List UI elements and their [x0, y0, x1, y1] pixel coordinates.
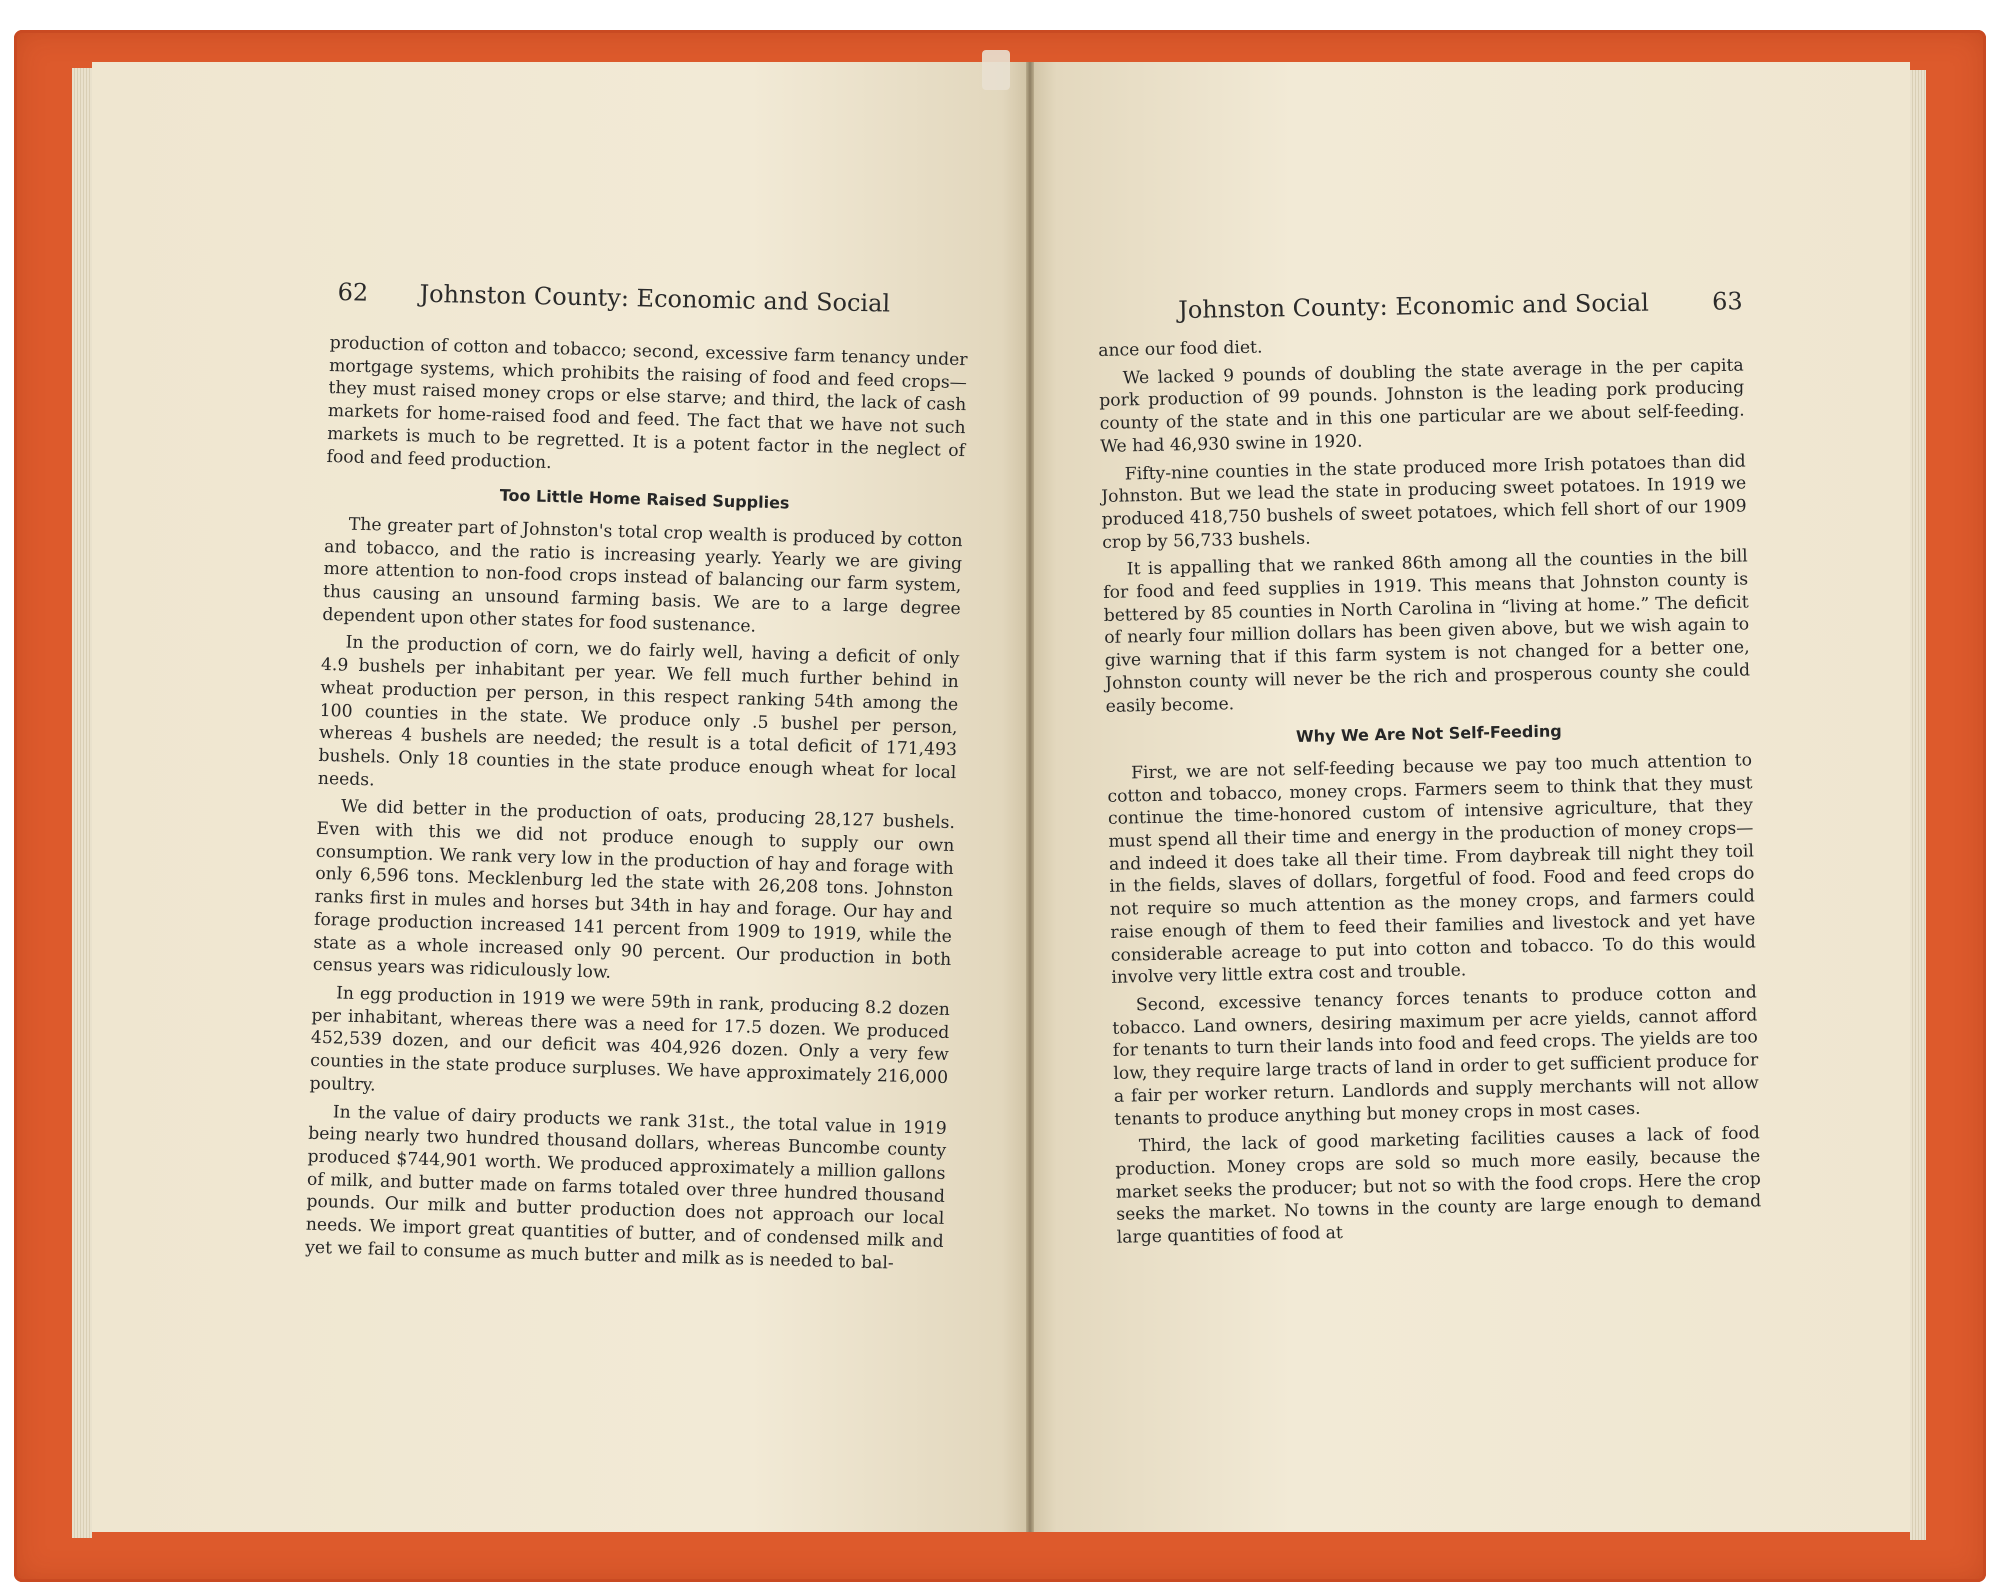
right-page-body — [1098, 326, 1762, 1254]
right-running-title: Johnston County: Economic and Social — [1178, 288, 1650, 324]
left-page-number: 62 — [337, 278, 369, 307]
right-page-edges — [1910, 70, 1926, 1540]
left-running-title: Johnston County: Economic and Social — [419, 279, 891, 318]
section-heading: Why We Are Not Self-Feeding — [1295, 721, 1562, 747]
paragraph: ance our food diet. — [1098, 337, 1263, 361]
paragraph: It is appalling that we ranked 86th among all the counties in the bill for food and feed supplies in 1919. This means that Johnston county is bettered by 85 counties in North Carolina in “living at home.” The deficit of nearly four million dollars has been given above, but we wish again to give warning that if this farm system is not changed for a better one, Johnston county will never be the rich and prosperous county she could easily become. — [1103, 546, 1751, 717]
left-page-edges — [72, 68, 92, 1538]
paragraph: In the production of corn, we do fairly well, having a deficit of only 4.9 bushels per inhabitant per year. We fell much further behind in wheat production per person, in this respect ranking 54th among the 100 counties in the state. We produce only .5 bushel per person, whereas 4 bushels are needed; the result is a total deficit of 171,493 bushels. Only 18 counties in the state produce enough wheat for local needs. — [317, 632, 960, 791]
paragraph: First, we are not self-feeding because we pay too much attention to cotton and tobacco, money crops. Farmers seem to think that they must continue the time-honored custom of intensive agriculture, that they must spend all their time and energy in the production of money crops—and indeed it does take all their time. From daybreak till night they toil in the fields, slaves of dollars, forgetful of food. Food and feed crops do not require so much attention as the money crops, and farmers could raise enough of them to feed their families and livestock and yet have considerable acreage to put into cotton and tobacco. To do this would involve very little extra cost and trouble. — [1107, 750, 1756, 989]
right-page-number: 63 — [1711, 287, 1743, 316]
paragraph: In the value of dairy products we rank 31st., the total value in 1919 being nearly two hundred thousand dollars, whereas Buncombe county produced $744,901 worth. We produced approximately a million gallons of milk, and butter made on farms totaled over three hundred thousand pounds. Our milk and butter production does not approach our local needs. We import great quantities of butter, and of condensed milk and yet we fail to consume as much butter and milk as is needed to bal- — [304, 1101, 947, 1274]
paragraph: The greater part of Johnston's total crop wealth is produced by cotton and tobacco, and the ratio is increasing yearly. Yearly we are giving more attention to non-food crops instead of balancing our farm system, thus causing an unsound farming basis. We are to a large degree dependent upon other states for food sustenance. — [322, 514, 963, 637]
paragraph: Second, excessive tenancy forces tenants to produce cotton and tobacco. Land owners, desiring maximum per acre yields, cannot afford for tenants to turn their lands into food and feed crops. The yields are too low, they require large tracts of land in order to get sufficient produce for a fair per worker return. Landlords and supply merchants will not allow tenants to produce anything but money crops in most cases. — [1112, 982, 1759, 1130]
section-heading: Too Little Home Raised Supplies — [499, 485, 790, 513]
paragraph: Fifty-nine counties in the state produced more Irish potatoes than did Johnston. But we lead the state in producing sweet potatoes. In 1919 we produced 418,750 bushels of sweet potatoes, which fell short of our 1909 crop by 56,733 bushels. — [1101, 450, 1747, 553]
book-gutter — [1026, 62, 1034, 1532]
paragraph: We lacked 9 pounds of doubling the state average in the per capita pork production of 99 pounds. Johnston is the leading pork producing county of the state and in this one particular are we about self-feeding. We had 46,930 swine in 1920. — [1099, 355, 1745, 457]
paragraph: In egg production in 1919 we were 59th in rank, producing 8.2 dozen per inhabitant, whereas there was a need for 17.5 dozen. We produced 452,539 dozen, and our deficit was 404,926 dozen. Only a very few counties in the state produce surpluses. We have approximately 216,000 poultry. — [309, 983, 951, 1096]
paragraph: We did better in the production of oats, producing 28,127 bushels. Even with this we did not produce enough to supply our own consumption. We rank very low in the production of hay and forage with only 6,596 tons. Mecklenburg led the state with 26,208 tons. Johnston ranks first in mules and horses but 34th in hay and forage. Our hay and forage production increased 141 percent from 1909 to 1919, while the state as a whole increased only 90 percent. Our production in both census years was ridiculously low. — [312, 796, 956, 984]
bookmark-ribbon — [982, 50, 1010, 90]
paragraph: Third, the lack of good marketing facilities causes a lack of food production. Money crops are sold so much more easily, because the market seeks the producer; but not so with the food crops. Here the crop seeks the market. No towns in the county are large enough to demand large quantities of food at — [1115, 1123, 1762, 1248]
background-margin — [0, 0, 14, 1582]
left-page-body — [305, 332, 968, 1281]
paragraph: production of cotton and tobacco; second, excessive farm tenancy under mortgage systems, which prohibits the raising of food and feed crops—they must raised money crops or else starve; and third, the lack of cash markets for home-raised food and feed. The fact that we have not such markets is much to be regretted. It is a potent factor in the neglect of food and feed production. — [326, 332, 968, 473]
